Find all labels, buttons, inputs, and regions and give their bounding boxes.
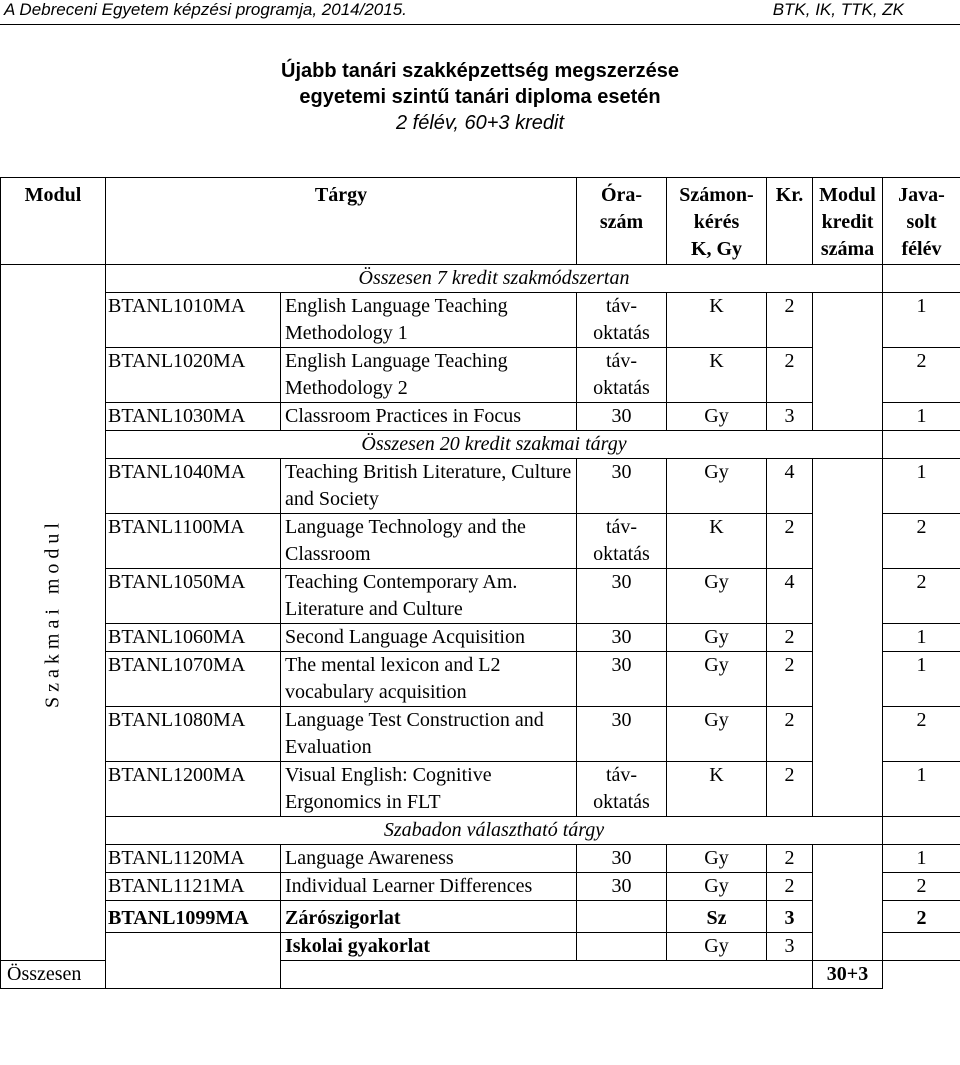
course-name: Language Test Construction and Evaluation <box>281 707 577 762</box>
course-name: Teaching British Literature, Culture and Society <box>281 459 577 514</box>
course-kr: 2 <box>767 624 813 652</box>
table-row <box>1 459 960 514</box>
course-hours: táv- oktatás <box>577 514 667 569</box>
course-exam: Gy <box>667 569 767 624</box>
zaro-exam: Sz <box>667 901 767 933</box>
course-exam: K <box>667 514 767 569</box>
osszesen-total: 30+3 <box>813 961 883 989</box>
course-exam: Gy <box>667 845 767 873</box>
section-row <box>1 265 960 293</box>
document-title <box>0 58 960 136</box>
section-row <box>1 431 960 459</box>
course-name: Individual Learner Differences <box>281 873 577 901</box>
course-code: BTANL1120MA <box>106 845 281 873</box>
course-hours: 30 <box>577 624 667 652</box>
course-name: English Language Teaching Methodology 1 <box>281 293 577 348</box>
course-semester: 2 <box>883 569 960 624</box>
col-targy: Tárgy <box>106 178 577 265</box>
course-kr: 4 <box>767 459 813 514</box>
course-semester: 2 <box>883 348 960 403</box>
course-code: BTANL1060MA <box>106 624 281 652</box>
course-kr: 2 <box>767 845 813 873</box>
course-kr: 2 <box>767 293 813 348</box>
course-code: BTANL1200MA <box>106 762 281 817</box>
table-row <box>1 569 960 624</box>
course-kr: 4 <box>767 569 813 624</box>
table-row <box>1 873 960 901</box>
table-row <box>1 624 960 652</box>
col-modul: Modul <box>1 178 106 265</box>
title-line-3: 2 félév, 60+3 kredit <box>395 112 565 134</box>
course-kr: 2 <box>767 652 813 707</box>
course-kr: 2 <box>767 762 813 817</box>
section-row <box>1 817 960 845</box>
course-semester: 1 <box>883 624 960 652</box>
course-semester: 1 <box>883 459 960 514</box>
col-szamonkeres: Számon- kérés K, Gy <box>667 178 767 265</box>
course-exam: Gy <box>667 403 767 431</box>
course-code: BTANL1020MA <box>106 348 281 403</box>
course-hours: 30 <box>577 873 667 901</box>
course-semester: 1 <box>883 293 960 348</box>
iskolai-row <box>1 933 960 961</box>
course-name: Teaching Contemporary Am. Literature and Culture <box>281 569 577 624</box>
course-exam: K <box>667 762 767 817</box>
course-hours: 30 <box>577 845 667 873</box>
course-name: Classroom Practices in Focus <box>281 403 577 431</box>
table-row <box>1 652 960 707</box>
course-exam: K <box>667 348 767 403</box>
table-row <box>1 403 960 431</box>
course-hours: 30 <box>577 707 667 762</box>
course-code: BTANL1080MA <box>106 707 281 762</box>
col-oraszam: Óra- szám <box>577 178 667 265</box>
osszesen-row <box>1 961 960 989</box>
course-code: BTANL1100MA <box>106 514 281 569</box>
zaro-kr: 3 <box>767 901 813 933</box>
course-name: English Language Teaching Methodology 2 <box>281 348 577 403</box>
course-exam: Gy <box>667 624 767 652</box>
course-semester: 2 <box>883 707 960 762</box>
course-code: BTANL1121MA <box>106 873 281 901</box>
course-exam: Gy <box>667 873 767 901</box>
iskolai-exam: Gy <box>667 933 767 961</box>
section-title-1: Összesen 7 kredit szakmódszertan <box>106 265 883 293</box>
section-title-3: Szabadon választható tárgy <box>106 817 883 845</box>
course-hours: táv- oktatás <box>577 762 667 817</box>
osszesen-label: Összesen <box>1 961 106 989</box>
table-header-row <box>1 178 960 265</box>
header-left: A Debreceni Egyetem képzési programja, 2014/2015. <box>4 0 407 19</box>
table-row <box>1 293 960 348</box>
course-hours: 30 <box>577 569 667 624</box>
course-code: BTANL1040MA <box>106 459 281 514</box>
course-hours: táv- oktatás <box>577 348 667 403</box>
col-modul-kredit: Modul kredit száma <box>813 178 883 265</box>
course-kr: 2 <box>767 707 813 762</box>
iskolai-kr: 3 <box>767 933 813 961</box>
course-kr: 2 <box>767 348 813 403</box>
course-semester: 1 <box>883 652 960 707</box>
course-semester: 2 <box>883 873 960 901</box>
course-exam: Gy <box>667 707 767 762</box>
course-hours: 30 <box>577 459 667 514</box>
course-name: Visual English: Cognitive Ergonomics in FLT <box>281 762 577 817</box>
table-row <box>1 707 960 762</box>
module-label: Szakmai modul <box>41 517 64 708</box>
course-hours: 30 <box>577 652 667 707</box>
zaro-row <box>1 901 960 933</box>
course-kr: 2 <box>767 514 813 569</box>
zaro-name: Zárószigorlat <box>281 901 577 933</box>
title-line-2: egyetemi szintű tanári diploma esetén <box>299 86 661 108</box>
table-row <box>1 348 960 403</box>
course-kr: 3 <box>767 403 813 431</box>
title-line-1: Újabb tanári szakképzettség megszerzése <box>281 60 679 82</box>
course-hours: táv- oktatás <box>577 293 667 348</box>
course-exam: Gy <box>667 459 767 514</box>
table-row <box>1 762 960 817</box>
course-code: BTANL1070MA <box>106 652 281 707</box>
course-semester: 1 <box>883 403 960 431</box>
course-kr: 2 <box>767 873 813 901</box>
course-code: BTANL1030MA <box>106 403 281 431</box>
section-title-2: Összesen 20 kredit szakmai tárgy <box>106 431 883 459</box>
course-code: BTANL1010MA <box>106 293 281 348</box>
course-semester: 2 <box>883 514 960 569</box>
course-hours: 30 <box>577 403 667 431</box>
zaro-code: BTANL1099MA <box>106 901 281 933</box>
header-right: BTK, IK, TTK, ZK <box>772 0 904 19</box>
course-name: Language Awareness <box>281 845 577 873</box>
course-semester: 1 <box>883 845 960 873</box>
course-code: BTANL1050MA <box>106 569 281 624</box>
table-row <box>1 514 960 569</box>
course-exam: K <box>667 293 767 348</box>
table-row <box>1 845 960 873</box>
zaro-semester: 2 <box>883 901 960 933</box>
course-name: Second Language Acquisition <box>281 624 577 652</box>
course-exam: Gy <box>667 652 767 707</box>
course-name: The mental lexicon and L2 vocabulary acquisition <box>281 652 577 707</box>
iskolai-name: Iskolai gyakorlat <box>281 933 577 961</box>
module-label-cell <box>1 265 106 961</box>
col-kr: Kr. <box>767 178 813 265</box>
course-name: Language Technology and the Classroom <box>281 514 577 569</box>
col-javasolt: Java- solt félév <box>883 178 960 265</box>
course-table <box>0 177 960 989</box>
page-header <box>0 0 960 25</box>
course-semester: 1 <box>883 762 960 817</box>
